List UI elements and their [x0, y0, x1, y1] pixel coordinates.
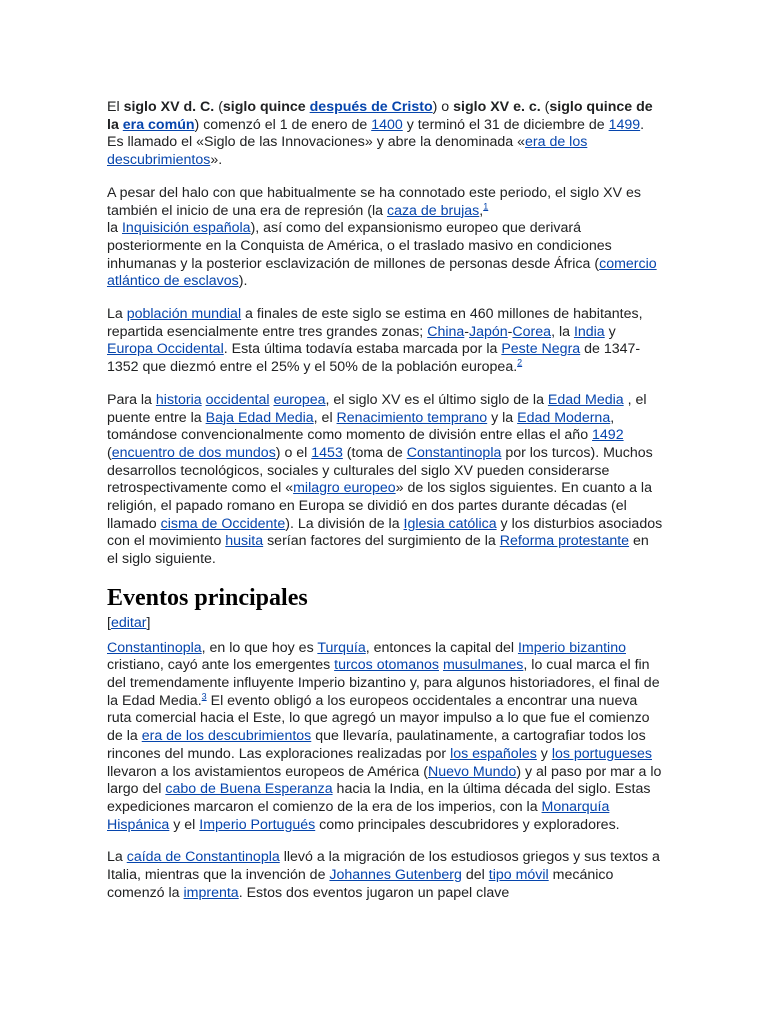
link-los-portugueses[interactable]: los portugueses [551, 745, 652, 762]
link-monarquia-hispanica[interactable]: Monarquía Hispánica [107, 798, 610, 833]
text: La [107, 849, 127, 866]
link-occidental[interactable]: occidental [205, 391, 270, 408]
text: y [604, 323, 616, 340]
link-poblacion-mundial[interactable]: población mundial [126, 306, 242, 323]
link-caida-constantinopla[interactable]: caída de Constantinopla [126, 849, 280, 866]
text: El evento obligó a los europeos occidentales a encontrar una nueva ruta comercial hacia el Este, lo que agregó un mayor impulso a lo que fue el comienzo de la [107, 692, 650, 745]
link-cabo-buena-esperanza[interactable]: cabo de Buena Esperanza [165, 781, 333, 798]
bold-term: siglo quince [222, 99, 310, 115]
text: a finales de este siglo se estima en 460 millones de habitantes, repartida esencialmente entre tres grandes zonas; [107, 306, 643, 340]
link-china[interactable]: China [427, 323, 465, 340]
text: La [107, 306, 127, 323]
text: llevó a la migración de los estudiosos griegos y sus textos a Italia, mientras que la invención de [107, 849, 660, 884]
link-cisma-occidente[interactable]: cisma de Occidente [160, 515, 286, 532]
text: - [464, 323, 470, 340]
link-imperio-bizantino[interactable]: Imperio bizantino [517, 639, 626, 656]
text: , entonces la capital del [365, 639, 518, 656]
link-los-espanoles[interactable]: los españoles [450, 745, 537, 762]
link-iglesia-catolica[interactable]: Iglesia católica [403, 515, 497, 532]
text: ) o el [275, 444, 312, 461]
text: cristiano, cayó ante los emergentes [107, 657, 335, 674]
text: ». [210, 152, 223, 169]
text: del [461, 867, 489, 884]
text: por los turcos). Muchos desarrollos tecnológicos, sociales y culturales del siglo XV pueden considerarse retrospectivamente como el « [107, 444, 653, 497]
text: ) y al paso por mar a lo largo del [107, 763, 662, 798]
text: llevaron a los avistamientos europeos de América ( [107, 763, 428, 780]
bold-term: XV [160, 99, 180, 115]
text: , [479, 202, 484, 219]
link-johannes-gutenberg[interactable]: Johannes Gutenberg [329, 867, 462, 884]
text: . Esta última todavía estaba marcada por la [223, 341, 502, 358]
text: ). [238, 273, 248, 290]
link-1453[interactable]: 1453 [311, 444, 343, 461]
article-body [107, 99, 663, 917]
text: ) o [432, 99, 454, 115]
text: , tomándose convencionalmente como momento de división entre ellas el año [107, 409, 615, 444]
text: la [107, 220, 122, 237]
link-edad-moderna[interactable]: Edad Moderna [517, 409, 611, 426]
text: mecánico comenzó la [107, 867, 614, 901]
bold-term: XV [490, 99, 510, 115]
link-constantinopla[interactable]: Constantinopla [406, 444, 502, 461]
text: ( [214, 99, 223, 115]
link-era-descubrimientos[interactable]: era de los descubrimientos [141, 728, 312, 745]
link-nuevo-mundo[interactable]: Nuevo Mundo [427, 763, 517, 780]
link-era-comun[interactable]: era común [122, 116, 195, 133]
edit-link[interactable]: editar [110, 614, 147, 631]
link-inquisicion-espanola[interactable]: Inquisición española [121, 220, 251, 237]
text: y [536, 745, 552, 762]
link-turquia[interactable]: Turquía [317, 639, 366, 656]
text: hacia la India, en la última década del siglo. Estas expediciones marcaron el comienzo de la era de los imperios, con la [107, 781, 651, 815]
link-turcos-otomanos[interactable]: turcos otomanos [334, 657, 440, 674]
bold-term: d. C. [179, 99, 215, 115]
constantinople-paragraph [107, 640, 663, 835]
bracket: [ [107, 614, 111, 631]
text: . Es llamado el «Siglo de las Innovaciones» y abre la denominada « [107, 116, 645, 151]
footnote-ref-3[interactable]: 3 [201, 690, 207, 701]
intro-paragraph [107, 99, 663, 170]
text: ( [540, 99, 550, 115]
link-imprenta[interactable]: imprenta [183, 884, 239, 901]
link-era-descubrimientos[interactable]: era de los descubrimientos [107, 134, 588, 169]
link-musulmanes[interactable]: musulmanes [442, 657, 524, 674]
bold-term: siglo [123, 99, 161, 115]
text: serían factores del surgimiento de la [263, 533, 500, 550]
link-peste-negra[interactable]: Peste Negra [501, 341, 581, 358]
text: (toma de [342, 444, 407, 461]
text: A pesar del halo con que habitualmente se ha connotado este periodo, el siglo XV es también el inicio de una era de represión (la [107, 184, 641, 219]
text: ). La división de la [285, 515, 404, 532]
bold-term: siglo [453, 99, 491, 115]
history-paragraph [107, 392, 663, 569]
text: El [107, 99, 124, 115]
link-1492[interactable]: 1492 [592, 427, 624, 444]
link-india[interactable]: India [573, 323, 605, 340]
footnote-ref-2[interactable]: 2 [517, 357, 523, 368]
link-constantinopla[interactable]: Constantinopla [107, 639, 202, 656]
text: - [507, 323, 513, 340]
text: y el [169, 816, 200, 833]
text: y la [487, 409, 518, 426]
text: , el siglo XV es el último siglo de la [325, 391, 548, 408]
section-heading: Eventos principales [107, 584, 308, 611]
link-reforma-protestante[interactable]: Reforma protestante [499, 533, 630, 550]
text: y terminó el 31 de diciembre de [402, 116, 609, 133]
text: ), así como del expansionismo europeo que derivará posteriormente en la Conquista de América, o el traslado masivo en condiciones inhumanas y la posterior esclavización de millones de personas desde África ( [107, 220, 612, 272]
text: en el siglo siguiente. [107, 533, 649, 568]
link-caza-de-brujas[interactable]: caza de brujas [386, 202, 480, 219]
link-europea[interactable]: europea [273, 391, 326, 408]
link-edad-media[interactable]: Edad Media [547, 391, 624, 408]
repression-paragraph [107, 185, 663, 291]
link-despues-de-cristo[interactable]: después de Cristo [309, 99, 433, 115]
link-husita[interactable]: husita [225, 533, 264, 550]
population-paragraph [107, 306, 663, 377]
text: de 1347-1352 que diezmó entre el 25% y el 50% de la población europea. [107, 341, 641, 376]
footnote-ref-1[interactable]: 1 [483, 200, 489, 211]
text: ) comenzó el 1 de enero de [194, 116, 372, 133]
link-comercio-esclavos[interactable]: comercio atlántico de esclavos [107, 255, 657, 290]
link-renacimiento-temprano[interactable]: Renacimiento temprano [336, 409, 488, 426]
text: que llevaría, paulatinamente, a cartografiar todos los rincones del mundo. Las exploraciones realizadas por [107, 728, 646, 762]
text: , el puente entre la [107, 391, 647, 426]
link-1400[interactable]: 1400 [371, 116, 403, 133]
section-edit [107, 615, 663, 633]
text: , la [551, 323, 574, 340]
printing-paragraph [107, 849, 663, 902]
bold-term: e. c. [509, 99, 541, 115]
link-1499[interactable]: 1499 [608, 116, 641, 133]
link-japon[interactable]: Japón [469, 323, 508, 340]
text: ( [107, 444, 112, 461]
text: , el [313, 409, 337, 426]
text: como principales descubridores y exploradores. [315, 816, 620, 833]
text: , lo cual marca el fin del tremendamente influyente Imperio bizantino y, para algunos historiadores, el final de la Edad Media. [107, 657, 660, 709]
text: . Estos dos eventos jugaron un papel clave [238, 884, 510, 901]
text: y los disturbios asociados con el movimiento [107, 515, 663, 550]
link-tipo-movil[interactable]: tipo móvil [488, 867, 549, 884]
text: » de los siglos siguientes. En cuanto a la religión, el papado romano en Europa se dividió en dos partes durante décadas (el llamado [107, 480, 652, 532]
text: , en lo que hoy es [201, 639, 318, 656]
text: Para la [107, 391, 156, 408]
link-encuentro-dos-mundos[interactable]: encuentro de dos mundos [111, 444, 276, 461]
link-imperio-portugues[interactable]: Imperio Portugués [199, 816, 316, 833]
link-europa-occidental[interactable]: Europa Occidental [107, 341, 224, 358]
link-baja-edad-media[interactable]: Baja Edad Media [205, 409, 314, 426]
bracket: ] [146, 614, 151, 631]
link-historia[interactable]: historia [155, 391, 202, 408]
link-corea[interactable]: Corea [512, 323, 552, 340]
link-milagro-europeo[interactable]: milagro europeo [293, 480, 396, 497]
bold-term: siglo quince de la [107, 99, 653, 133]
